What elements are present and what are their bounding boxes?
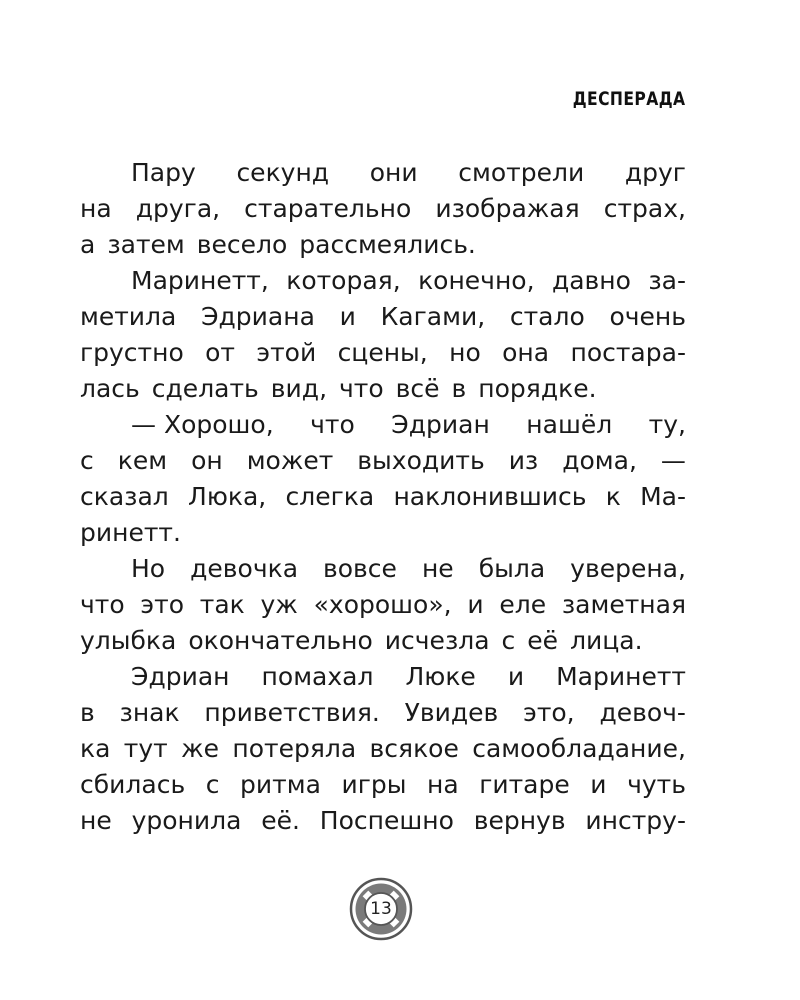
word: на — [80, 194, 112, 223]
word: так — [199, 590, 245, 619]
word: самообладание, — [472, 734, 686, 763]
word: что — [80, 590, 125, 619]
word: лица. — [570, 626, 643, 655]
word: давно — [551, 266, 631, 295]
word: Маринетт — [556, 662, 686, 691]
word: Поспешно — [319, 806, 454, 835]
word: может — [246, 446, 334, 475]
text-line — [80, 803, 686, 839]
word: Люка, — [188, 482, 267, 511]
word: Люке — [405, 662, 476, 691]
word: ка — [80, 734, 111, 763]
word: сбилась — [80, 770, 186, 799]
running-head: ДЕСПЕРАДА — [572, 88, 685, 110]
page-number-badge — [349, 877, 413, 941]
word: вид, — [270, 374, 328, 403]
word: затем — [107, 230, 185, 259]
text-line — [80, 335, 686, 371]
word: от — [205, 338, 235, 367]
word: с — [80, 446, 94, 475]
word: сцены, — [337, 338, 428, 367]
text-line — [80, 731, 686, 767]
text-line — [80, 515, 686, 551]
word: в — [451, 374, 467, 403]
word: что — [339, 374, 384, 403]
word: еле — [499, 590, 547, 619]
word: старательно — [244, 194, 412, 223]
word: смотрели — [458, 158, 585, 187]
word: метила — [80, 302, 177, 331]
word: постара- — [570, 338, 686, 367]
body-text — [80, 155, 686, 839]
word: это — [140, 590, 184, 619]
word: они — [369, 158, 418, 187]
word: игры — [341, 770, 407, 799]
text-line — [80, 407, 686, 443]
word: и — [467, 590, 484, 619]
word: «хорошо», — [313, 590, 452, 619]
word: исчезла — [384, 626, 490, 655]
word: Эдриана — [201, 302, 315, 331]
word: потеряла — [232, 734, 357, 763]
word: вовсе — [323, 554, 397, 583]
text-line — [80, 623, 686, 659]
word: улыбка — [80, 626, 177, 655]
word: — Хорошо, — [131, 410, 274, 439]
word: за- — [648, 266, 686, 295]
word: страх, — [603, 194, 686, 223]
word: чуть — [627, 770, 686, 799]
word: её — [527, 626, 559, 655]
word: Но — [131, 554, 166, 583]
word: не — [421, 554, 454, 583]
word: Ма- — [640, 482, 686, 511]
word: с — [205, 770, 220, 799]
word: Эдриан — [391, 410, 490, 439]
word: лась — [80, 374, 140, 403]
word: с — [501, 626, 516, 655]
word: он — [191, 446, 223, 475]
word: что — [310, 410, 355, 439]
word: и — [590, 770, 607, 799]
word: но — [449, 338, 481, 367]
word: порядке. — [478, 374, 597, 403]
word: грустно — [80, 338, 184, 367]
word: выходить — [357, 446, 485, 475]
text-line — [80, 443, 686, 479]
word: этой — [256, 338, 317, 367]
page-number: 13 — [370, 899, 392, 919]
word: это, — [523, 698, 575, 727]
word: и — [339, 302, 356, 331]
word: стало — [509, 302, 585, 331]
word: наклонившись — [393, 482, 587, 511]
word: нашёл — [526, 410, 613, 439]
word: сказал — [80, 482, 169, 511]
word: секунд — [236, 158, 330, 187]
word: которая, — [286, 266, 401, 295]
text-line — [80, 767, 686, 803]
word: ритма — [240, 770, 321, 799]
text-line — [80, 227, 686, 263]
word: уж — [260, 590, 298, 619]
word: — — [660, 446, 686, 475]
word: приветствия. — [204, 698, 380, 727]
word: всякое — [369, 734, 459, 763]
word: на — [427, 770, 459, 799]
word: не — [80, 806, 112, 835]
word: а — [80, 230, 96, 259]
word: конечно, — [418, 266, 535, 295]
word: друг — [624, 158, 686, 187]
word: была — [478, 554, 546, 583]
word: в — [80, 698, 95, 727]
word: дома, — [562, 446, 637, 475]
word: кем — [117, 446, 168, 475]
word: Маринетт, — [131, 266, 269, 295]
word: слегка — [285, 482, 375, 511]
text-line — [80, 371, 686, 407]
text-line — [80, 695, 686, 731]
word: очень — [609, 302, 686, 331]
word: всё — [395, 374, 440, 403]
text-line — [80, 587, 686, 623]
text-line — [80, 155, 686, 191]
word: знак — [119, 698, 180, 727]
word: гитаре — [479, 770, 570, 799]
word: Кагами, — [380, 302, 486, 331]
text-line — [80, 263, 686, 299]
word: помахал — [261, 662, 374, 691]
word: и — [507, 662, 525, 691]
word: заметная — [561, 590, 686, 619]
word: ринетт. — [80, 518, 181, 547]
word: Увидев — [404, 698, 499, 727]
word: друга, — [135, 194, 221, 223]
word: рассмеялись. — [299, 230, 476, 259]
word: изображая — [435, 194, 580, 223]
word: сделать — [151, 374, 259, 403]
text-line — [80, 659, 686, 695]
word: инстру- — [585, 806, 686, 835]
word: уронила — [131, 806, 242, 835]
word: она — [502, 338, 550, 367]
text-line — [80, 551, 686, 587]
word: весело — [196, 230, 288, 259]
word: девоч- — [599, 698, 686, 727]
word: из — [508, 446, 539, 475]
text-line — [80, 479, 686, 515]
word: к — [605, 482, 621, 511]
word: уверена, — [570, 554, 686, 583]
word: ту, — [648, 410, 686, 439]
word: окончательно — [188, 626, 373, 655]
word: Пару — [131, 158, 196, 187]
word: девочка — [190, 554, 299, 583]
word: её. — [261, 806, 300, 835]
word: тут — [123, 734, 168, 763]
word: вернув — [473, 806, 566, 835]
word: же — [181, 734, 219, 763]
text-line — [80, 191, 686, 227]
word: Эдриан — [131, 662, 230, 691]
text-line — [80, 299, 686, 335]
